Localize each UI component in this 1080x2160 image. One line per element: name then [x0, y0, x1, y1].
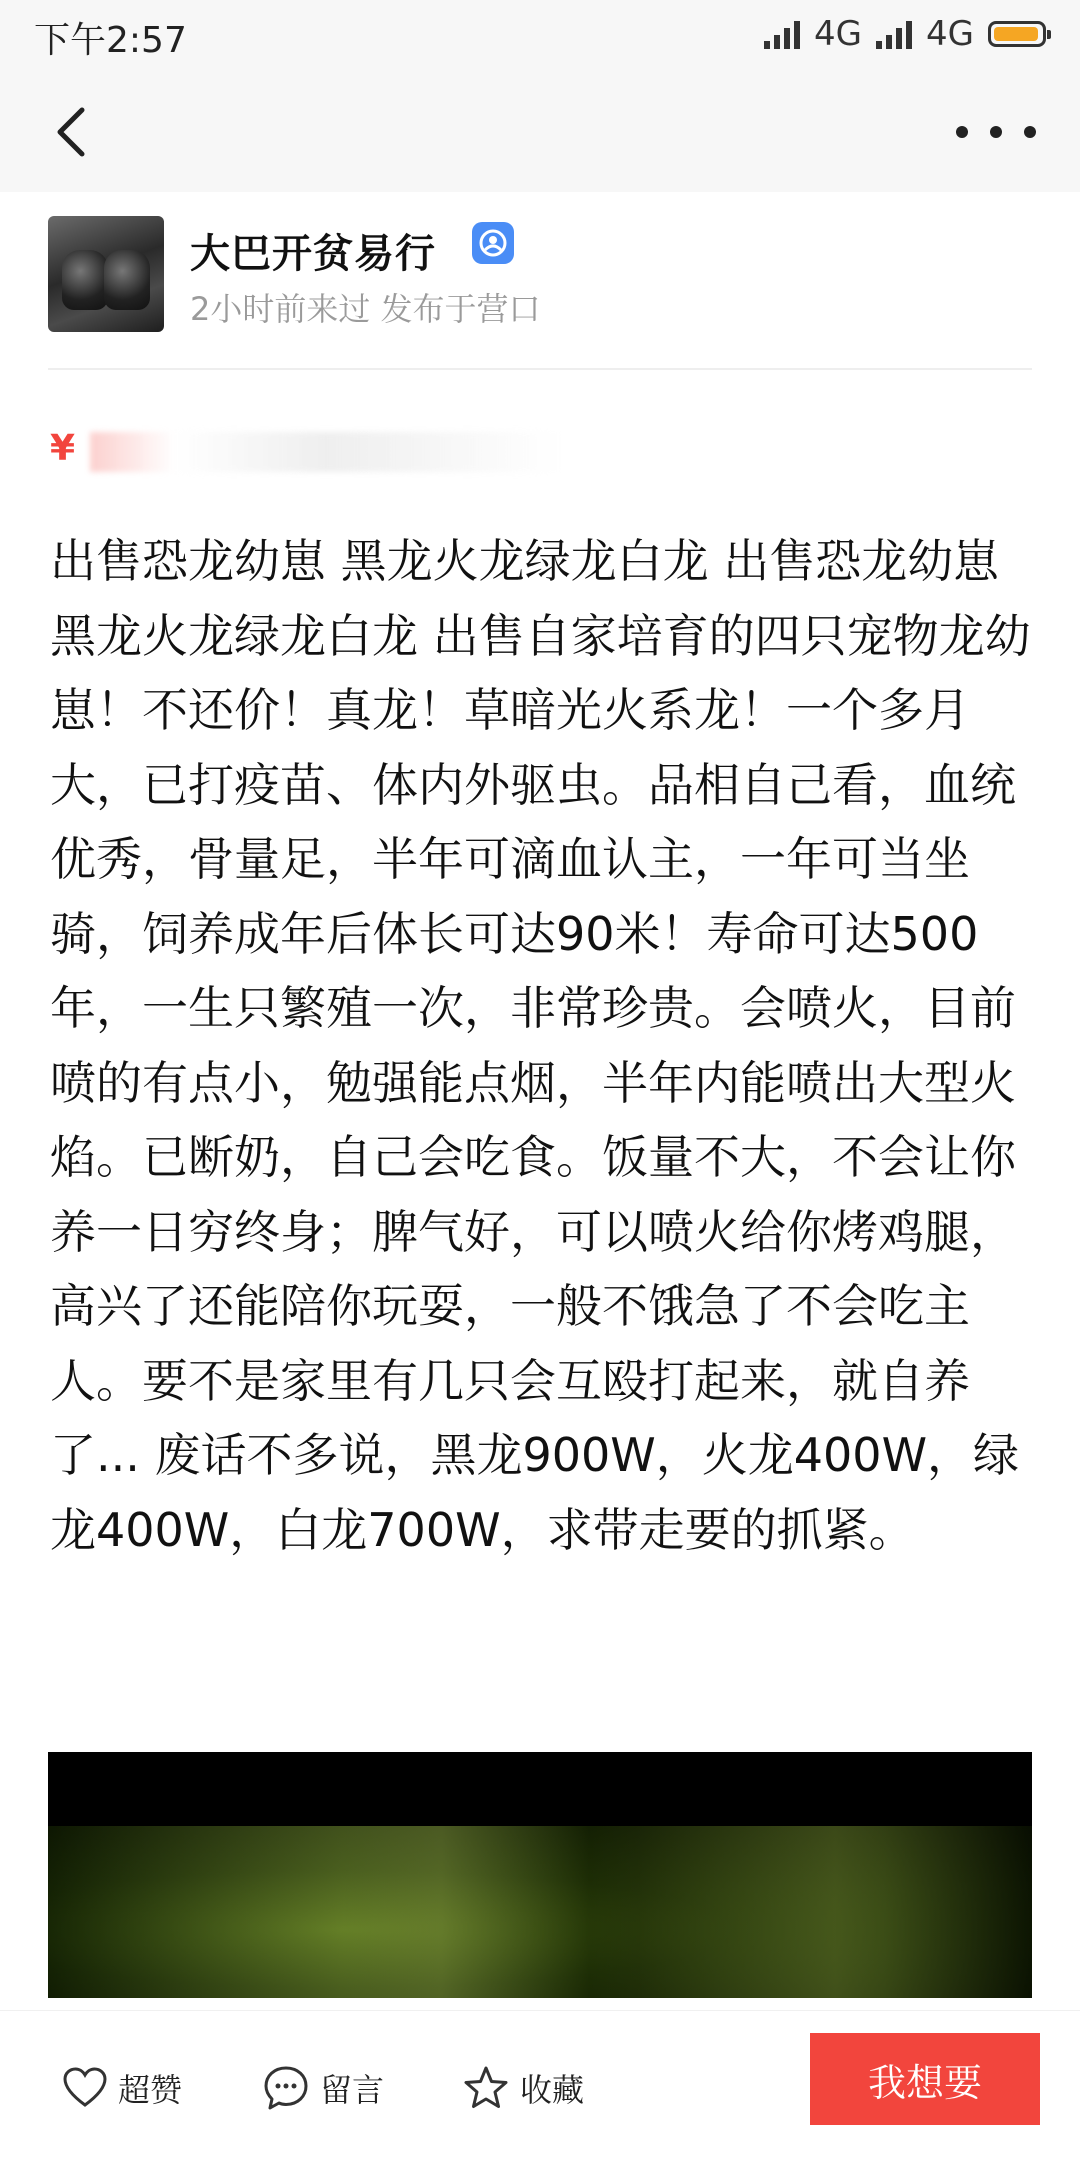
favorite-label: 收藏 [520, 2071, 585, 2109]
verified-badge-icon [472, 222, 514, 264]
divider [48, 368, 1032, 370]
battery-icon [988, 21, 1046, 47]
like-button[interactable] [62, 2063, 182, 2113]
seller-header[interactable] [0, 192, 1080, 372]
network-type-2: 4G [926, 14, 974, 54]
seller-meta: 2小时前来过 发布于营口 [190, 290, 541, 328]
item-description: 出售恐龙幼崽 黑龙火龙绿龙白龙 出售恐龙幼崽 黑龙火龙绿龙白龙 出售自家培育的四只宠物龙幼崽！不还价！真龙！草暗光火系龙！一个多月大，已打疫苗、体内外驱虫。品相自己看，血统优秀，骨量足，半年可滴血认主，一年可当坐骑，饲养成年后体长可达90米！寿命可达500年，一生只繁殖一次，非常珍贵。会喷火，目前喷的有点小，勉强能点烟，半年内能喷出大型火焰。已断奶，自己会吃食。饭量不大，不会让你养一日穷终身；脾气好，可以喷火给你烤鸡腿，高兴了还能陪你玩耍，一般不饿急了不会吃主人。要不是家里有几只会互殴打起来，就自养了... 废话不多说，黑龙900W，火龙400W，绿龙400W，白龙700W，求带走要的抓紧。 [50, 534, 1031, 1557]
signal-hd-icon [876, 19, 912, 49]
item-photo[interactable] [48, 1752, 1032, 1998]
price-obscured [90, 432, 560, 472]
comment-button[interactable] [262, 2063, 384, 2113]
more-button[interactable] [956, 112, 1036, 152]
nav-bar [0, 72, 1080, 192]
comment-label: 留言 [320, 2071, 385, 2109]
price-symbol: ¥ [50, 428, 76, 469]
chevron-left-icon [44, 100, 108, 164]
star-icon [462, 2064, 510, 2112]
more-dots-icon [956, 126, 968, 138]
status-bar [0, 0, 1080, 72]
bottom-action-bar [0, 2010, 1080, 2160]
chat-bubble-icon [262, 2064, 310, 2112]
like-label: 超赞 [118, 2071, 183, 2109]
seller-name[interactable]: 大巴开贫易行 [190, 231, 436, 277]
signal-icon [764, 19, 800, 49]
heart-icon [62, 2065, 108, 2111]
favorite-button[interactable] [462, 2063, 584, 2113]
status-icons [764, 14, 1046, 54]
status-time: 下午2:57 [34, 20, 187, 61]
network-type: 4G [814, 14, 863, 54]
back-button[interactable] [44, 100, 108, 164]
seller-avatar[interactable] [48, 216, 164, 332]
want-button[interactable]: 我想要 [810, 2033, 1040, 2125]
